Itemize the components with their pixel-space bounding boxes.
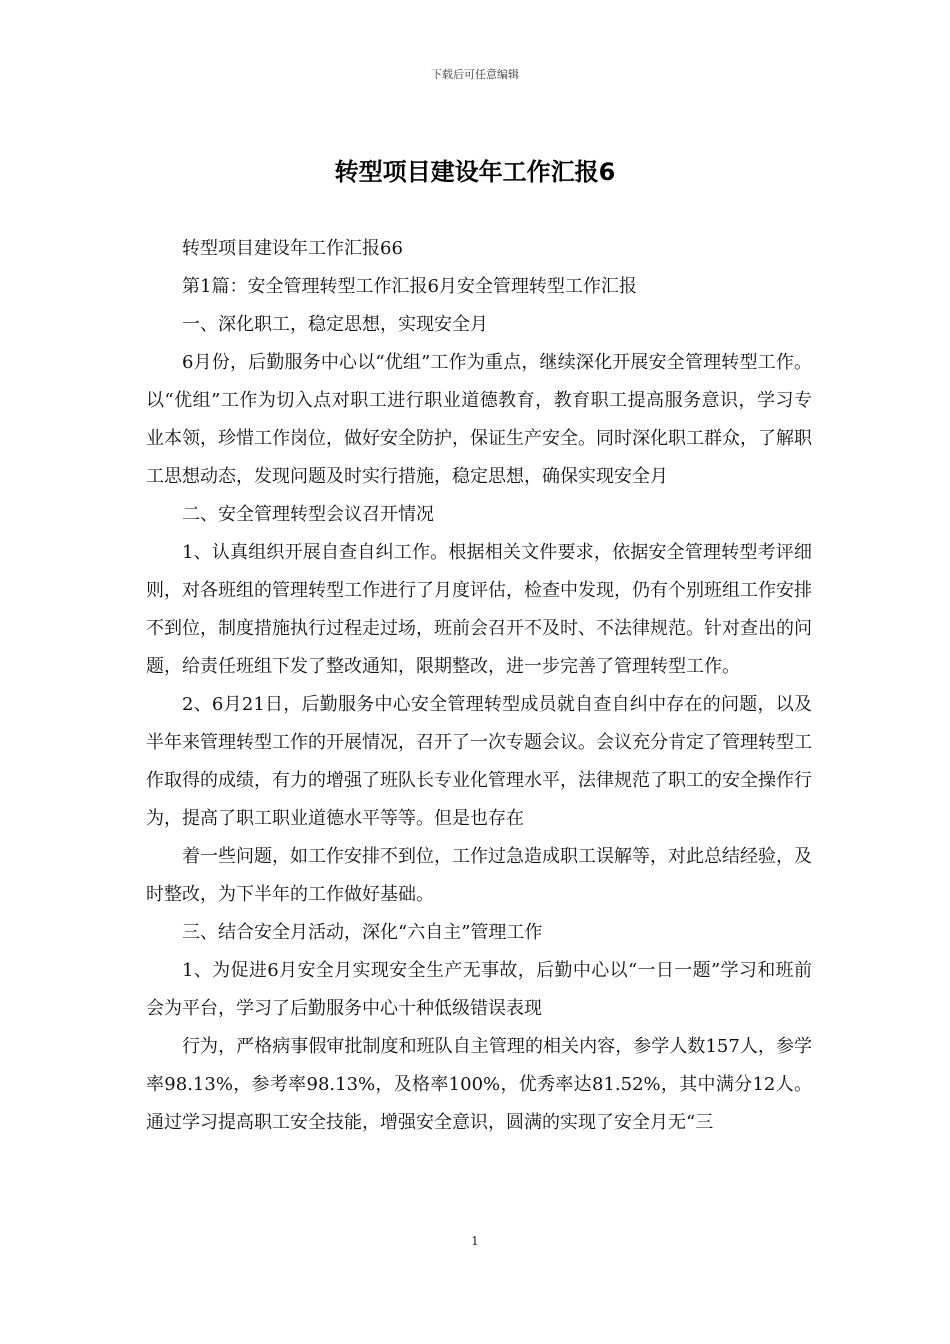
paragraph-section-heading-1: 一、深化职工，稳定思想，实现安全月 (182, 314, 488, 335)
paragraph-chapter-heading: 第1篇：安全管理转型工作汇报6月安全管理转型工作汇报 (182, 276, 637, 297)
paragraph: 2、6月21日，后勤服务中心安全管理转型成员就自查自纠中存在的问题，以及半年来管理转型工作的开展情况，召开了一次专题会议。会议充分肯定了管理转型工作取得的成绩，有力的增强了班队长专业化管理水平，法律规范了职工的安全操作行为，提高了职工职业道德水平等等。但是也存在 (146, 694, 812, 829)
paragraph: 行为，严格病事假审批制度和班队自主管理的相关内容，参学人数157人，参学率98.13%，参考率98.13%，及格率100%，优秀率达81.52%，其中满分12人。通过学习提高职工安全技能，增强安全意识，圆满的实现了安全月无“三 (146, 1036, 812, 1133)
paragraph-subtitle: 转型项目建设年工作汇报66 (182, 238, 403, 259)
paragraph: 6月份，后勤服务中心以“优组”工作为重点，继续深化开展安全管理转型工作。以“优组”工作为切入点对职工进行职业道德教育，教育职工提高服务意识，学习专业本领，珍惜工作岗位，做好安全防护，保证生产安全。同时深化职工群众，了解职工思想动态，发现问题及时实行措施，稳定思想，确保实现安全月 (146, 352, 812, 487)
page-number: 1 (471, 1234, 479, 1248)
paragraph: 1、认真组织开展自查自纠工作。根据相关文件要求，依据安全管理转型考评细则，对各班组的管理转型工作进行了月度评估，检查中发现，仍有个别班组工作安排不到位，制度措施执行过程走过场，班前会召开不及时、不法律规范。针对查出的问题，给责任班组下发了整改通知，限期整改，进一步完善了管理转型工作。 (146, 542, 812, 677)
paragraph: 1、为促进6月安全月实现安全生产无事故，后勤中心以“一日一题”学习和班前会为平台，学习了后勤服务中心十种低级错误表现 (146, 960, 812, 1019)
document-title: 转型项目建设年工作汇报6 (334, 158, 616, 186)
paragraph-section-heading-3: 三、结合安全月活动，深化“六自主”管理工作 (182, 922, 543, 943)
page-header-note: 下载后可任意编辑 (431, 68, 519, 81)
paragraph: 着一些问题，如工作安排不到位，工作过急造成职工误解等，对此总结经验，及时整改，为下半年的工作做好基础。 (146, 846, 812, 905)
document-body (146, 230, 812, 1142)
paragraph-section-heading-2: 二、安全管理转型会议召开情况 (182, 504, 434, 525)
